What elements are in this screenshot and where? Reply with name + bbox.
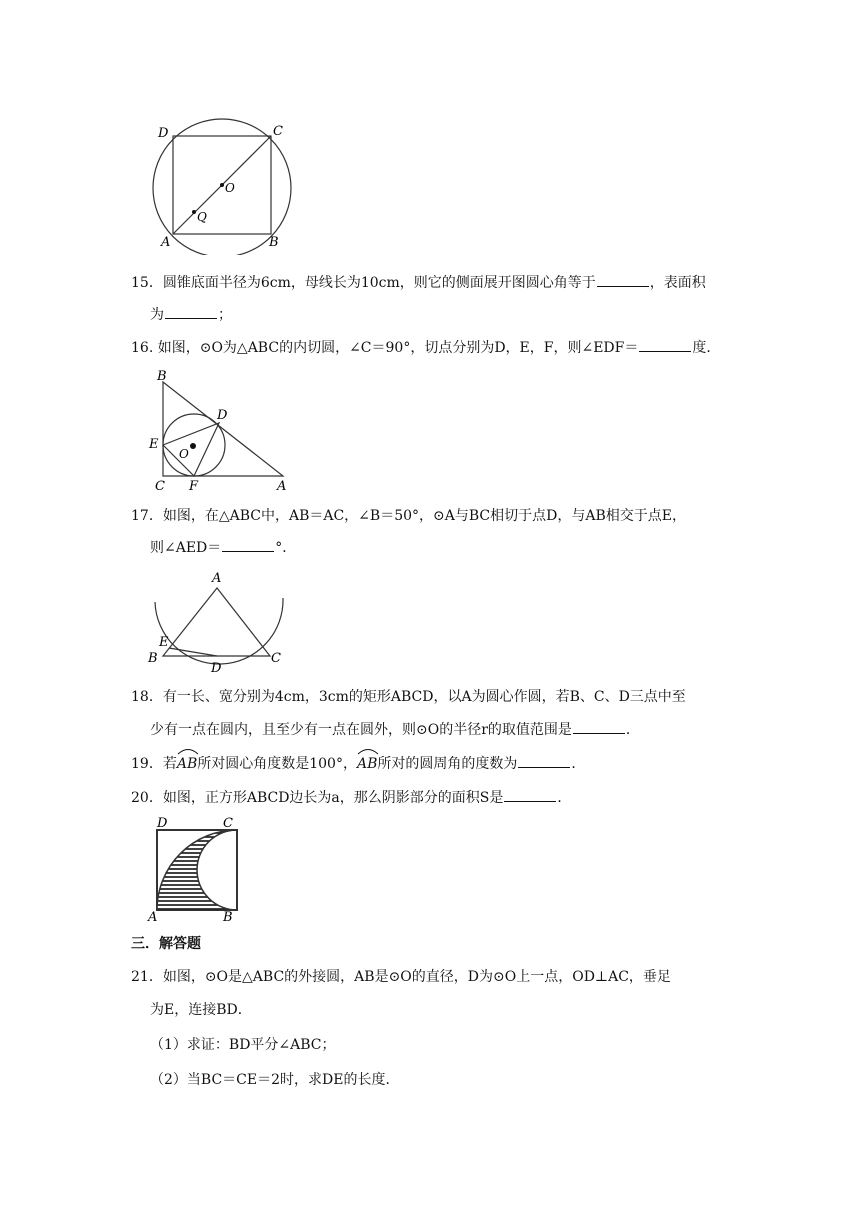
segment-ed	[169, 648, 217, 656]
q21-part2: （2）当BC＝CE＝2时，求DE的长度．	[150, 1072, 400, 1088]
q20-line	[131, 787, 571, 808]
q16-blank[interactable]	[639, 337, 691, 352]
q18-blank[interactable]	[573, 719, 625, 734]
label-c: C	[223, 816, 233, 831]
triangle-abc	[163, 382, 283, 476]
q18-text-2-end: ．	[625, 722, 640, 738]
label-a: A	[212, 571, 222, 586]
label-d: D	[217, 408, 228, 423]
q21-part1: （1）求证：BD平分∠ABC；	[150, 1037, 336, 1053]
q16-text-end: 度．	[692, 340, 721, 356]
q17-blank[interactable]	[222, 537, 274, 552]
point-o-center	[190, 443, 196, 449]
arc-symbol-icon	[177, 747, 199, 755]
q20-text: 如图，正方形ABCD边长为a，那么阴影部分的面积S是	[162, 790, 504, 806]
arc-circle-a	[155, 598, 283, 664]
q20-number: 20．	[131, 790, 163, 806]
q18-line2	[150, 719, 640, 740]
label-d: D	[211, 661, 222, 674]
arc-symbol-icon	[357, 747, 379, 755]
q17-number: 17．	[131, 508, 163, 524]
label-f: F	[189, 479, 199, 494]
q19-arc-ab-1: AB	[177, 754, 197, 774]
q21-line2: 为E，连接BD．	[150, 1002, 252, 1018]
label-a: A	[148, 910, 158, 925]
q15-text: 圆锥底面半径为6cm，母线长为10cm，则它的侧面展开图圆心角等于	[162, 275, 596, 291]
label-a: A	[277, 479, 287, 494]
q19-number: 19．	[131, 756, 163, 772]
q21-text: 如图，⊙O是△ABC的外接圆，AB是⊙O的直径，D为⊙O上一点，OD⊥AC，垂足	[162, 969, 671, 985]
point-o	[220, 183, 224, 187]
label-o: O	[179, 447, 189, 461]
q18-line1	[131, 687, 686, 707]
label-c: C	[273, 124, 283, 139]
triangle-abc	[163, 588, 270, 656]
label-d: D	[158, 126, 169, 141]
q15-text-2: 为	[150, 307, 164, 323]
q17-line2	[150, 537, 296, 558]
q18-number: 18．	[131, 689, 163, 705]
label-d: D	[157, 816, 168, 831]
q19-blank[interactable]	[518, 753, 570, 768]
q19-text-mid: 所对圆心角度数是100°，	[197, 756, 357, 772]
label-e: E	[159, 635, 169, 650]
q16-number: 16.	[131, 340, 158, 356]
q15-line2	[150, 304, 232, 325]
q19-arc-ab-2: AB	[357, 754, 377, 774]
point-q	[192, 210, 196, 214]
figure-shaded-square	[145, 815, 245, 925]
label-b: B	[269, 235, 279, 250]
q15-number: 15．	[131, 275, 163, 291]
q17-text-2: 则∠AED＝	[150, 540, 222, 556]
q15-line1	[131, 272, 706, 293]
q15-text-end: ，表面积	[649, 275, 706, 291]
q19-text-pre: 若	[162, 756, 177, 772]
label-a: A	[161, 235, 171, 250]
label-c: C	[271, 651, 281, 666]
q19-text-post: 所对的圆周角的度数为	[377, 756, 518, 772]
q20-text-end: ．	[557, 790, 572, 806]
q17-line1	[131, 506, 686, 526]
q21-number: 21．	[131, 969, 163, 985]
section-heading: 三．解答题	[131, 936, 201, 952]
label-c: C	[155, 479, 165, 494]
label-b: B	[148, 651, 158, 666]
label-e: E	[149, 437, 159, 452]
q20-blank[interactable]	[504, 787, 556, 802]
shaded-region	[157, 830, 237, 910]
label-b: B	[223, 910, 233, 925]
label-q: Q	[197, 210, 207, 224]
q19-text-end: ．	[571, 756, 586, 772]
label-b: B	[157, 369, 167, 384]
q16-line	[131, 337, 720, 358]
q19-line	[131, 753, 585, 774]
q18-text-2: 少有一点在圆内，且至少有一点在圆外，则⊙O的半径r的取值范围是	[150, 722, 572, 738]
q17-text: 如图，在△ABC中，AB＝AC，∠B＝50°，⊙A与BC相切于点D，与AB相交于点E，	[162, 508, 686, 524]
q16-text: 如图，⊙O为△ABC的内切圆，∠C＝90°，切点分别为D，E，F，则∠EDF＝	[157, 340, 639, 356]
figure-square-in-circle	[145, 115, 305, 255]
q21-line1	[131, 967, 671, 987]
q15-blank-1[interactable]	[597, 272, 649, 287]
q15-blank-2[interactable]	[165, 304, 217, 319]
chords-edf	[163, 423, 219, 476]
label-o: O	[225, 181, 235, 195]
figure-tangent-circle-triangle	[145, 568, 295, 674]
q18-text: 有一长、宽分别为4cm，3cm的矩形ABCD，以A为圆心作圆，若B、C、D三点中至	[162, 689, 686, 705]
figure-incircle-triangle	[145, 366, 295, 496]
q17-text-2-end: °．	[275, 540, 297, 556]
q15-text-2-end: ；	[218, 307, 232, 323]
